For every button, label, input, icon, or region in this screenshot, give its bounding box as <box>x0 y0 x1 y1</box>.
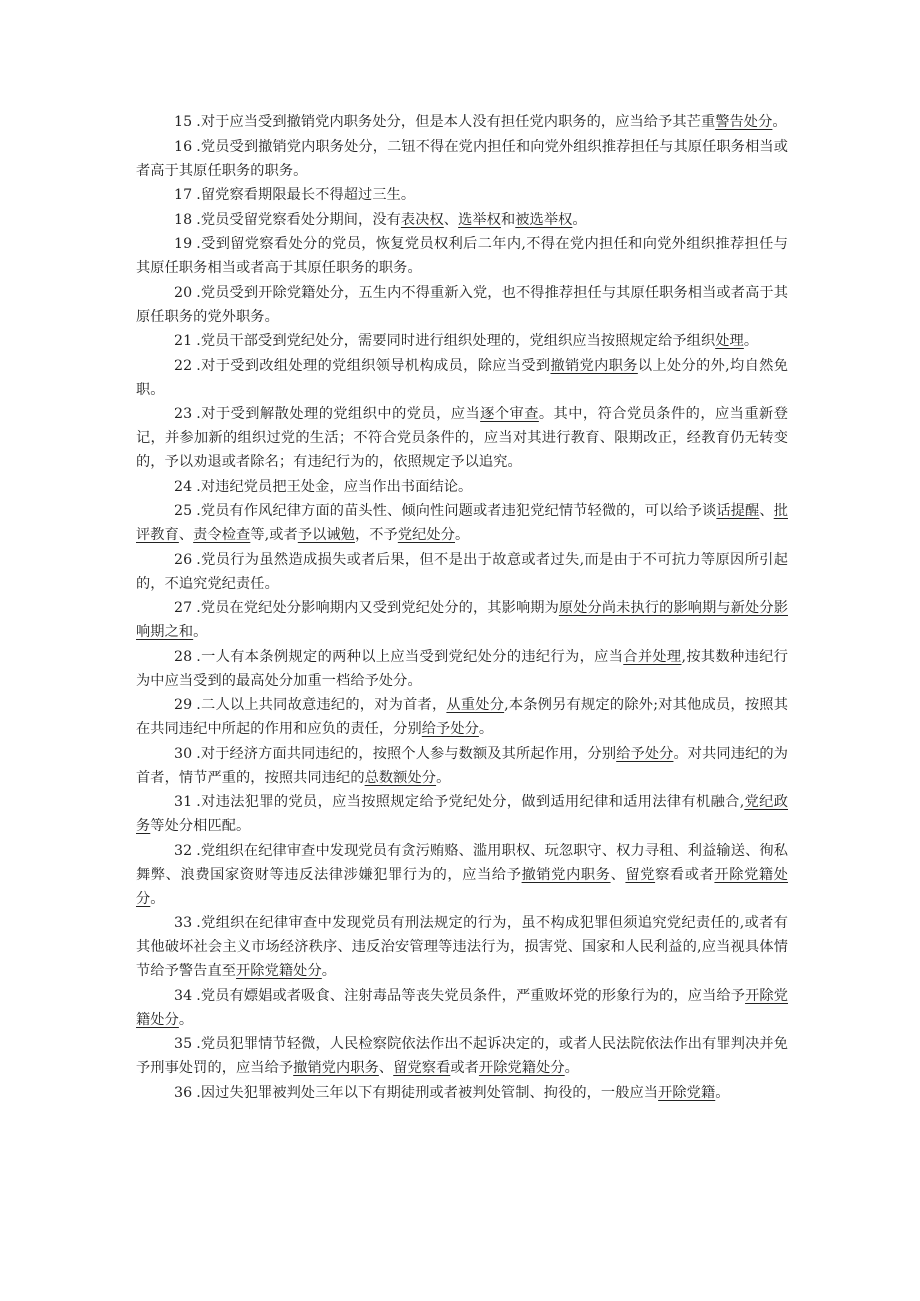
clause-text: .党组织在纪律审查中发现党员有贪污贿赂、滥用职权、玩忽职守、权力寻租、利益输送、徇私舞弊、浪费国家资财等违反法律涉嫌犯罪行为的，应当给予 <box>136 842 788 883</box>
clause-text: 和 <box>500 211 516 228</box>
clause-paragraph <box>136 596 788 644</box>
underlined-answer: 合并处理 <box>623 648 682 665</box>
underlined-answer: 逐个审查 <box>480 406 539 422</box>
underlined-answer: 开除党籍处分 <box>136 866 789 907</box>
clause-number: 27 <box>174 600 193 616</box>
underlined-answer: 批评教育 <box>136 503 788 543</box>
underlined-answer: 开除党籍处分 <box>478 1060 565 1076</box>
clause-text: .党组织在纪律审查中发现党员有刑法规定的行为，虽不构成犯罪但须追究党纪责任的,或者有其他破坏社会主义市场经济秩序、违反治安管理等违法行为，损害党、国家和人民利益的,应当视具体情节给予警告直至 <box>136 915 788 979</box>
clause-text: ,本条例另有规定的除外;对其他成员，按照其在共同违纪中所起的作用和应负的责任，分别 <box>136 697 788 737</box>
clause-text: .党员有嫖娼或者吸食、注射毒品等丧失党员条件，严重败坏党的形象行为的，应当给予 <box>196 987 746 1004</box>
clause-paragraph <box>136 742 788 790</box>
clause-paragraph <box>136 183 788 207</box>
clause-paragraph <box>136 475 788 499</box>
clause-text: 、 <box>610 866 626 883</box>
underlined-answer: 处理 <box>715 333 744 349</box>
clause-paragraph <box>136 1081 788 1105</box>
underlined-answer: 开除党籍处分 <box>236 963 322 979</box>
clause-paragraph <box>136 693 788 741</box>
clause-text: 。 <box>193 624 208 640</box>
underlined-answer: 开除党籍 <box>658 1084 716 1101</box>
clause-paragraph <box>136 402 788 474</box>
clause-text: 。 <box>478 721 494 737</box>
clause-text: 或者 <box>450 1060 479 1076</box>
clause-text: .党员行为虽然造成损失或者后果，但不是出于故意或者过失,而是由于不可抗力等原因所引起的，不追究党纪责任。 <box>136 551 788 592</box>
clause-number: 25 <box>174 503 193 519</box>
clause-text: .对于经济方面共同违纪的，按照个人参与数额及其所起作用，分别 <box>196 745 617 762</box>
clause-number: 30 <box>174 745 193 762</box>
underlined-answer: 撤销党内职务 <box>550 357 638 374</box>
clause-number: 33 <box>174 915 193 931</box>
clause-paragraph <box>136 281 788 329</box>
clause-paragraph <box>136 135 788 183</box>
clause-number: 15 <box>174 114 193 130</box>
clause-text: .党员受到开除党籍处分，五生内不得重新入党，也不得推荐担任与其原任职务相当或者高于其原任职务的党外职务。 <box>136 284 788 325</box>
clause-text: 、 <box>378 1060 394 1076</box>
clause-text: .党员有作风纪律方面的苗头性、倾向性问题或者违犯党纪情节轻微的，可以给予谈 <box>196 503 717 519</box>
clause-text: .对于受到改组处理的党组织领导机构成员，除应当受到 <box>196 357 551 374</box>
clause-paragraph <box>136 984 788 1032</box>
clause-text: 。 <box>150 890 165 907</box>
clause-number: 22 <box>174 357 193 374</box>
underlined-answer: 予以诫勉 <box>297 527 355 543</box>
underlined-answer: 总数额处分 <box>364 769 437 786</box>
clause-number: 31 <box>174 794 193 810</box>
underlined-answer: 撤销党内职务 <box>521 866 611 883</box>
clause-text: .二人以上共同故意违纪的，对为首者， <box>196 697 447 713</box>
clause-paragraph <box>136 645 788 693</box>
clause-text: .党员犯罪情节轻微，人民检察院依法作出不起诉决定的，或者人民法院依法作出有罪判决并免予刑事处罚的，应当给予 <box>136 1036 788 1076</box>
clause-text: 察看或者 <box>655 866 715 883</box>
clause-text: 。其中，符合党员条件的，应当重新登记，并参加新的组织过党的生活；不符合党员条件的，应当对其进行教育、限期改正，经教育仍无转变的，予以劝退或者除名；有违纪行为的，依照规定予以追究。 <box>136 406 789 470</box>
underlined-answer: 撤销党内职务 <box>293 1060 379 1076</box>
clause-paragraph <box>136 354 788 402</box>
clause-text: 等处分相匹配。 <box>150 818 251 834</box>
clause-text: 。 <box>772 114 787 130</box>
clause-text: .对于受到解散处理的党组织中的党员，应当 <box>196 406 481 422</box>
underlined-answer: 警告处分 <box>715 114 773 130</box>
clause-number: 34 <box>174 987 193 1004</box>
clause-paragraph <box>136 208 788 232</box>
clause-text: .对违纪党员把王处金，应当作出书面结论。 <box>196 478 473 495</box>
clause-text: .受到留党察看处分的党员，恢复党员权利后二年内,不得在党内担任和向党外组织推荐担任与其原任职务相当或者高于其原任职务的职务。 <box>136 236 788 276</box>
underlined-answer: 话提醒 <box>716 503 760 519</box>
clause-text: 、 <box>759 503 774 519</box>
underlined-answer: 留党 <box>625 866 656 883</box>
clause-number: 23 <box>174 406 193 422</box>
clause-number: 16 <box>174 138 193 155</box>
underlined-answer: 被选举权 <box>515 211 573 228</box>
clause-text: .党员在党纪处分影响期内又受到党纪处分的，其影响期为 <box>196 600 559 616</box>
underlined-answer: 选举权 <box>458 211 501 228</box>
clause-text: .对于应当受到撤销党内职务处分，但是本人没有担任党内职务的，应当给予其芒重 <box>196 114 716 130</box>
clause-number: 35 <box>174 1036 193 1052</box>
clause-paragraph <box>136 329 788 353</box>
underlined-answer: 原处分尚未执行的影响期与新处分影响期之和 <box>136 600 788 640</box>
clause-paragraph <box>136 548 788 596</box>
document-page <box>136 110 788 1105</box>
underlined-answer: 责令检查 <box>193 527 251 543</box>
underlined-answer: 给予处分 <box>421 721 479 737</box>
underlined-answer: 表决权 <box>400 211 444 228</box>
clause-text: 。 <box>743 333 759 349</box>
underlined-answer: 党纪处分 <box>397 527 455 543</box>
clause-paragraph <box>136 232 788 280</box>
clause-number: 19 <box>174 236 193 252</box>
clause-text: 。 <box>715 1084 730 1101</box>
clause-number: 21 <box>174 333 193 349</box>
clause-text: 、 <box>178 527 194 543</box>
clause-text: .党员干部受到党纪处分，需要同时进行组织处理的，党组织应当按照规定给予组织 <box>196 333 716 349</box>
clause-text: 。 <box>436 769 451 786</box>
clause-paragraph <box>136 790 788 838</box>
clause-text: .对违法犯罪的党员，应当按照规定给予党纪处分，做到适用纪律和适用法律有机融合, <box>196 794 745 810</box>
clause-text: 以上处分的外,均自然免职。 <box>136 357 788 398</box>
clause-paragraph <box>136 911 788 983</box>
clause-text: ，不予 <box>354 527 398 543</box>
clause-text: .党员受到撤销党内职务处分，二钮不得在党内担任和向党外组织推荐担任与其原任职务相当或者高于其原任职务的职务。 <box>136 138 788 179</box>
clause-paragraph <box>136 499 788 547</box>
clause-text: 等,或者 <box>250 527 298 543</box>
clause-number: 28 <box>174 648 193 665</box>
clause-text: 。 <box>455 527 470 543</box>
underlined-answer: 留党察看 <box>393 1060 451 1076</box>
clause-number: 32 <box>174 842 193 859</box>
clause-number: 36 <box>174 1084 193 1101</box>
clause-text: 。 <box>321 963 337 979</box>
clause-text: .因过失犯罪被判处三年以下有期徒刑或者被判处管制、拘役的，一般应当 <box>196 1084 659 1101</box>
underlined-answer: 开除党籍处分 <box>136 987 788 1028</box>
clause-text: 、 <box>443 211 459 228</box>
clause-text: 。 <box>178 1011 194 1028</box>
clause-text: 。对共同违纪的为首者，情节严重的，按照共同违纪的 <box>136 745 788 786</box>
clause-text: ,按其数种违纪行为中应当受到的最高处分加重一档给予处分。 <box>136 648 789 689</box>
clause-text: 。 <box>564 1060 579 1076</box>
underlined-answer: 给予处分 <box>616 745 674 762</box>
clause-number: 18 <box>174 211 193 228</box>
clause-text: .留党察看期限最长不得超过三生。 <box>196 187 416 203</box>
clause-text: .党员受留党察看处分期间，没有 <box>196 211 401 228</box>
clause-paragraph <box>136 1032 788 1080</box>
underlined-answer: 党纪政务 <box>136 794 788 834</box>
clause-number: 17 <box>174 187 193 203</box>
clause-paragraph <box>136 839 788 911</box>
underlined-answer: 从重处分 <box>446 697 505 713</box>
clause-text: 。 <box>572 211 587 228</box>
clause-paragraph <box>136 110 788 134</box>
clause-text: .一人有本条例规定的两种以上应当受到党纪处分的违纪行为，应当 <box>196 648 624 665</box>
clause-number: 24 <box>174 478 193 495</box>
clause-number: 29 <box>174 697 193 713</box>
clause-number: 20 <box>174 284 193 301</box>
clause-number: 26 <box>174 551 193 568</box>
